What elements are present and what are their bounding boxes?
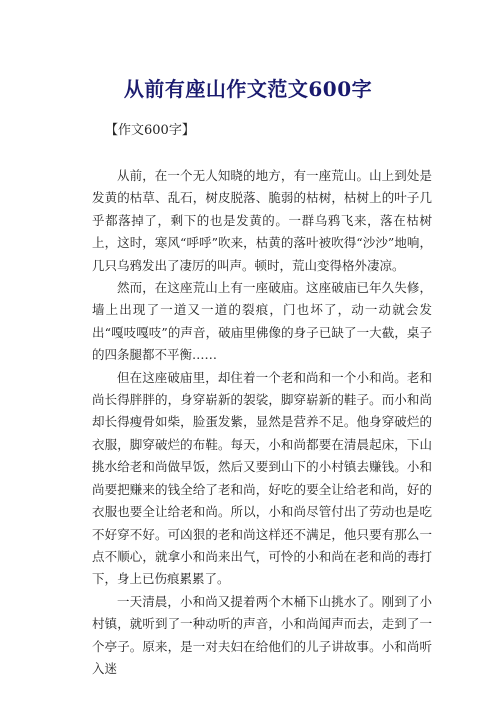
paragraph-1: 从前，在一个无人知晓的地方，有一座荒山。山上到处是发黄的枯草、乱石，树皮脱落、脆弱的枯树，枯树上的叶子几乎都落掉了，剩下的也是发黄的。一群乌鸦飞来，落在枯树上，这时，寒风“呼呼”吹来，枯黄的落叶被吹得“沙沙”地响，几只乌鸦发出了凄厉的叫声。顿时，荒山变得格外凄凉。	[92, 168, 432, 273]
paragraph-2: 然而，在这座荒山上有一座破庙。这座破庙已年久失修，墙上出现了一道又一道的裂痕，门也坏了，动一动就会发出“嘎吱嘎吱”的声音，破庙里佛像的身子已缺了一大截，桌子的四条腿都不平衡……	[92, 280, 432, 363]
paragraph-3: 但在这座破庙里，却住着一个老和尚和一个小和尚。老和尚长得胖胖的，身穿崭新的袈裟，脚穿崭新的鞋子。而小和尚却长得瘦骨如柴，脸蛋发紫，显然是营养不足。他身穿破烂的衣服，脚穿破烂的布鞋。每天，小和尚都要在清晨起床，下山挑水给老和尚做早饭，然后又要到山下的小村镇去赚钱。小和尚要把赚来的钱全给了老和尚，好吃的要全让给老和尚，好的衣服也要全让给老和尚。所以，小和尚尽管付出了劳动也是吃不好穿不好。可凶狠的老和尚这样还不满足，他只要有那么一点不顺心，就拿小和尚来出气，可怜的小和尚在老和尚的毒打下，身上已伤痕累累了。	[92, 369, 432, 587]
document-body	[92, 165, 432, 680]
category-tag: 【作文600字】	[105, 123, 195, 138]
document-title: 从前有座山作文范文600字	[123, 77, 373, 101]
paragraph-4: 一天清晨，小和尚又提着两个木桶下山挑水了。刚到了小村镇，就听到了一种动听的声音，小和尚闻声而去，走到了一个亭子。原来，是一对夫妇在给他们的儿子讲故事。小和尚听入迷	[92, 593, 432, 676]
